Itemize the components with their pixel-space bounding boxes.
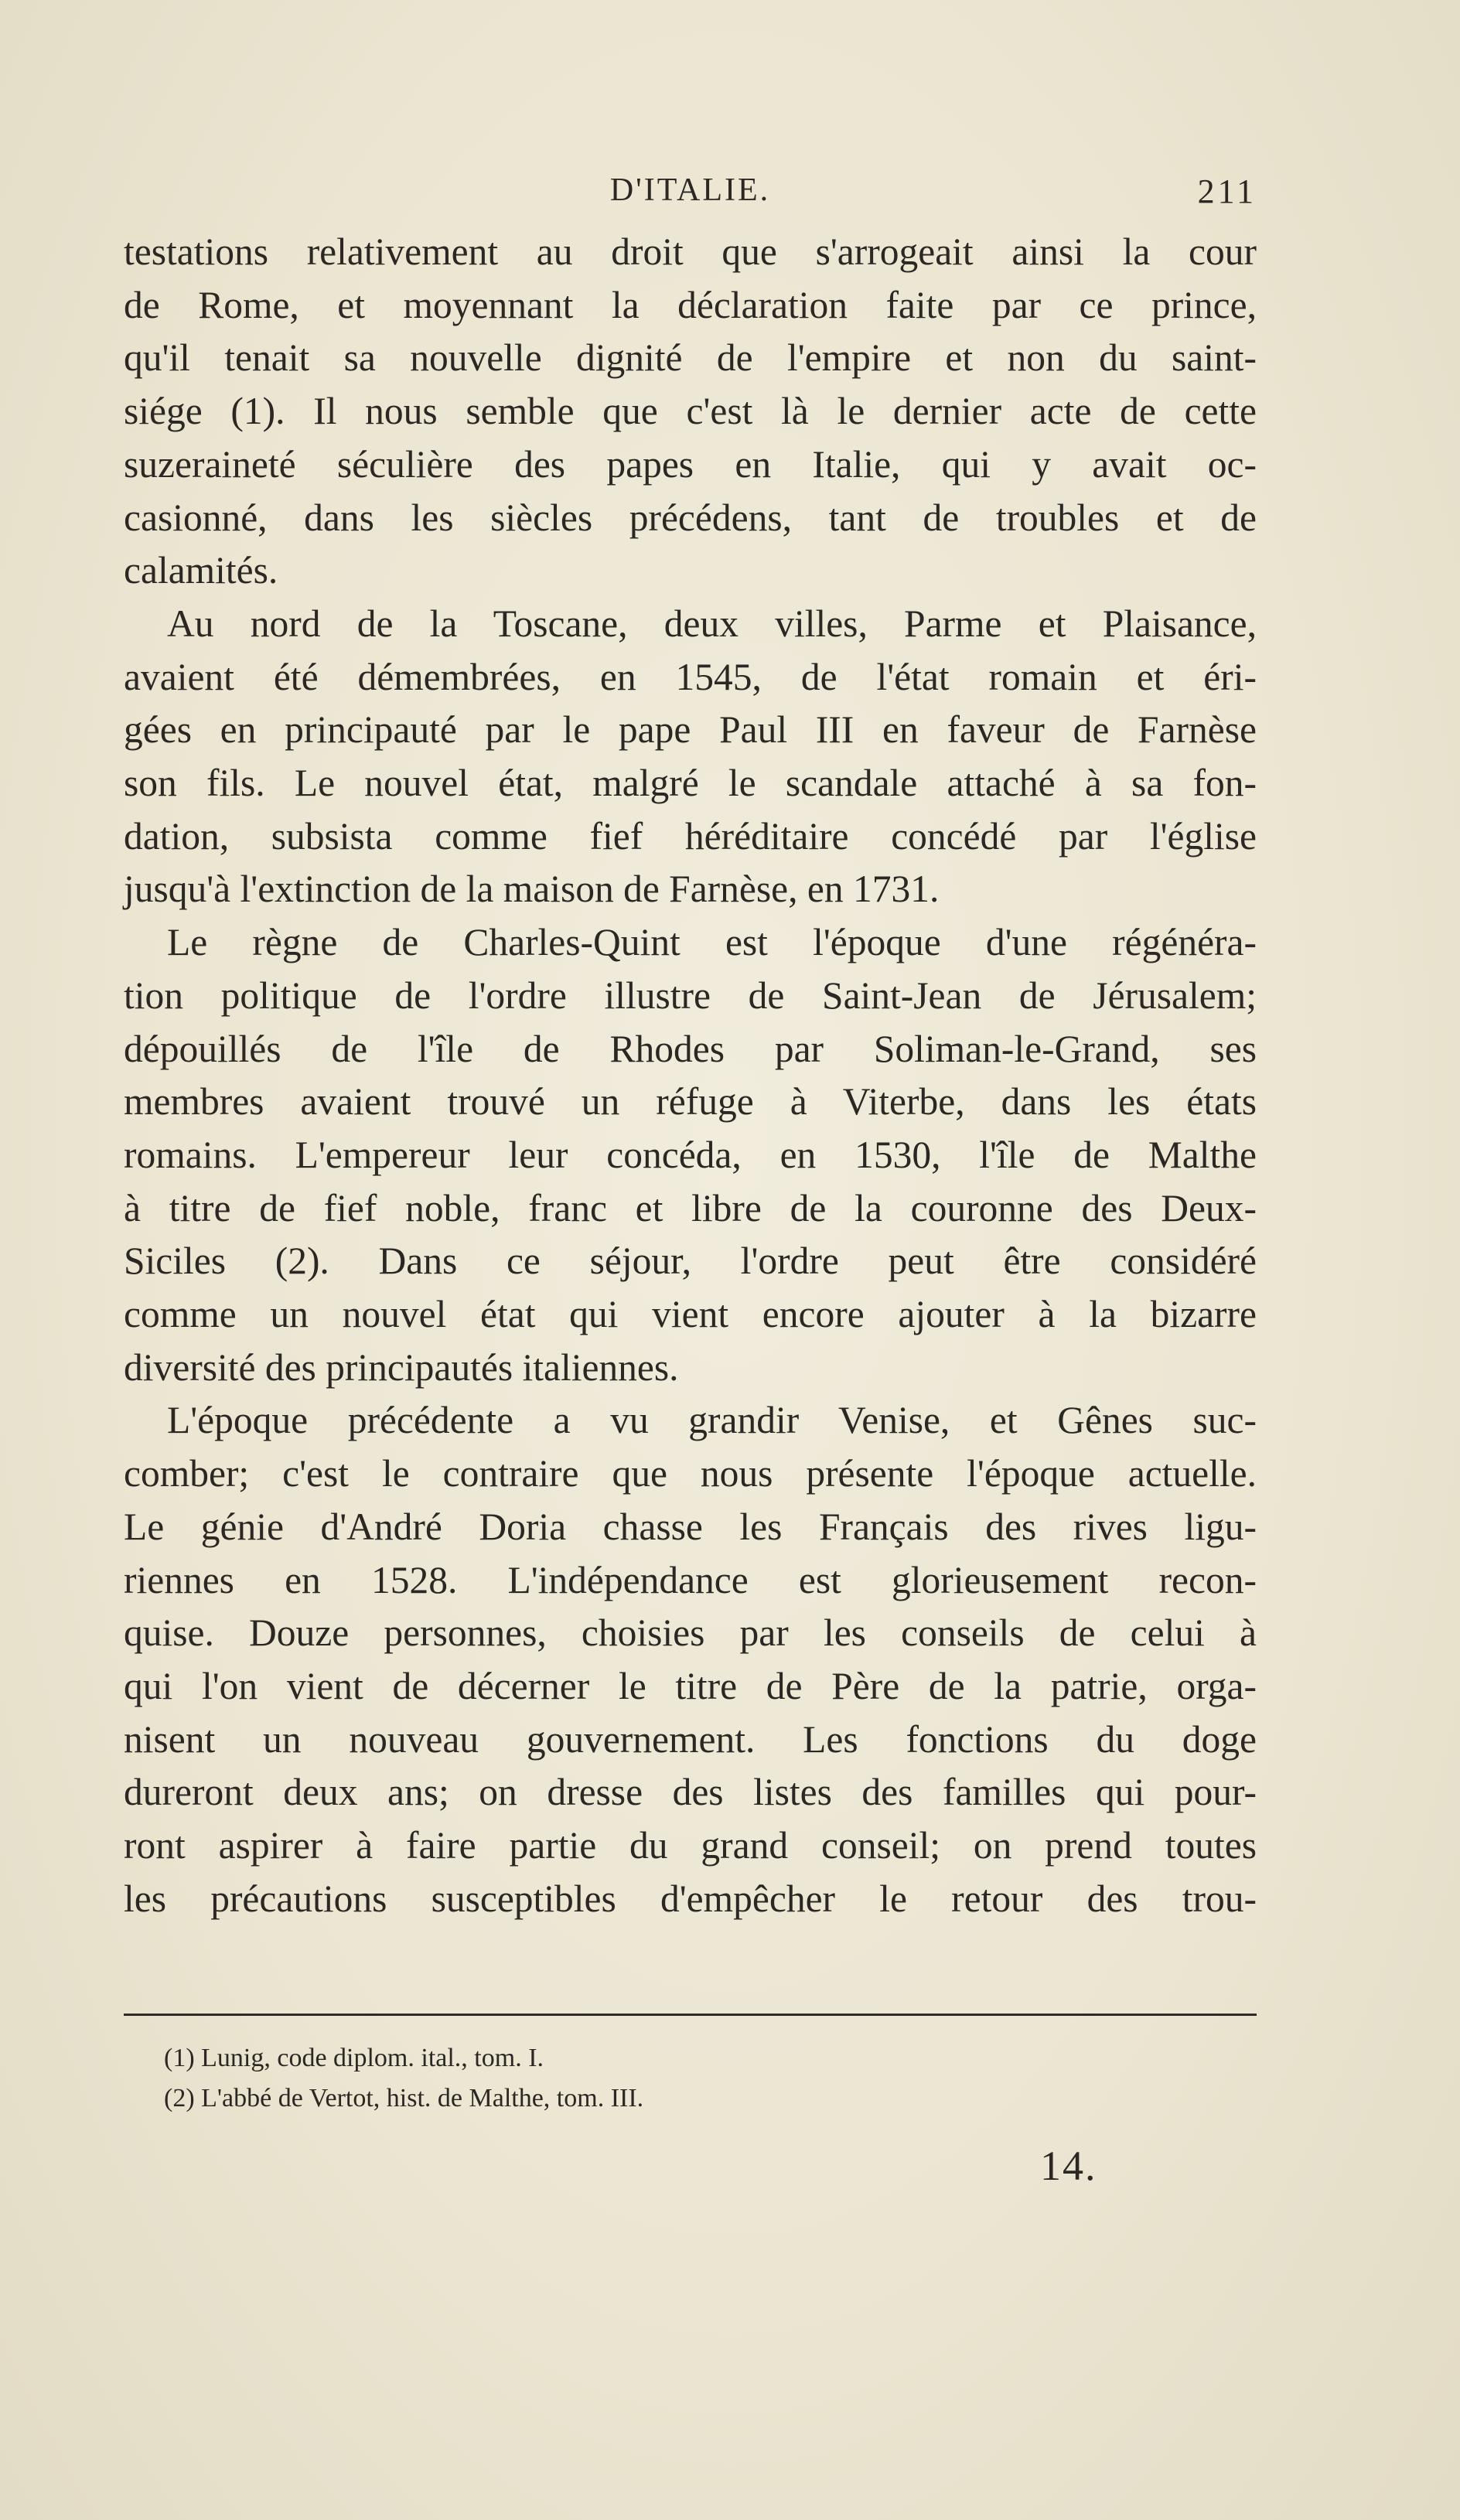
body-text xyxy=(124,226,1257,1926)
text-line: gées en principauté par le pape Paul III en faveur de Farnèse xyxy=(124,708,1257,752)
signature-mark: 14. xyxy=(1040,2143,1097,2189)
text-line: les précautions susceptibles d'empêcher le retour des trou- xyxy=(124,1877,1257,1920)
text-line: dépouillés de l'île de Rhodes par Soliman-le-Grand, ses xyxy=(124,1027,1257,1070)
text-line: Au nord de la Toscane, deux villes, Parme et Plaisance, xyxy=(167,602,1257,645)
text-line: L'époque précédente a vu grandir Venise, et Gênes suc- xyxy=(167,1399,1257,1442)
text-line: quise. Douze personnes, choisies par les conseils de celui à xyxy=(124,1611,1257,1655)
text-line: suzeraineté séculière des papes en Italie, qui y avait oc- xyxy=(124,442,1257,486)
text-line: qui l'on vient de décerner le titre de Père de la patrie, orga- xyxy=(124,1664,1257,1707)
running-head: D'ITALIE. xyxy=(609,172,771,208)
text-line: riennes en 1528. L'indépendance est glorieusement recon- xyxy=(124,1558,1257,1601)
footnote: (1) Lunig, code diplom. ital., tom. I. xyxy=(164,2044,544,2072)
text-line: siége (1). Il nous semble que c'est là le dernier acte de cette xyxy=(124,390,1257,433)
text-line: comber; c'est le contraire que nous présente l'époque actuelle. xyxy=(124,1452,1257,1495)
footnote: (2) L'abbé de Vertot, hist. de Malthe, tom. III. xyxy=(164,2084,644,2113)
text-line: dation, subsista comme fief héréditaire concédé par l'église xyxy=(124,814,1257,858)
text-line: de Rome, et moyennant la déclaration faite par ce prince, xyxy=(124,283,1257,326)
text-line: jusqu'à l'extinction de la maison de Farnèse, en 1731. xyxy=(124,868,940,911)
text-line: avaient été démembrées, en 1545, de l'état romain et éri- xyxy=(124,655,1257,698)
text-line: membres avaient trouvé un réfuge à Viterbe, dans les états xyxy=(124,1080,1257,1124)
text-line: calamités. xyxy=(124,549,278,592)
page-number: 211 xyxy=(1197,172,1257,210)
footnotes xyxy=(164,2038,1169,2119)
text-line: romains. L'empereur leur concéda, en 1530, l'île de Malthe xyxy=(124,1133,1257,1176)
text-line: à titre de fief noble, franc et libre de la couronne des Deux- xyxy=(124,1186,1257,1229)
text-line: qu'il tenait sa nouvelle dignité de l'empire et non du saint- xyxy=(124,336,1257,380)
text-line: nisent un nouveau gouvernement. Les fonctions du doge xyxy=(124,1717,1257,1761)
text-line: Le génie d'André Doria chasse les Français des rives ligu- xyxy=(124,1505,1257,1548)
footnote-rule xyxy=(124,2014,1257,2016)
text-line: ront aspirer à faire partie du grand conseil; on prend toutes xyxy=(124,1824,1257,1867)
text-line: casionné, dans les siècles précédens, tant de troubles et de xyxy=(124,496,1257,539)
text-line: testations relativement au droit que s'arrogeait ainsi la cour xyxy=(124,230,1257,273)
text-line: dureront deux ans; on dresse des listes des familles qui pour- xyxy=(124,1771,1257,1814)
text-line: comme un nouvel état qui vient encore ajouter à la bizarre xyxy=(124,1293,1257,1336)
text-line: son fils. Le nouvel état, malgré le scandale attaché à sa fon- xyxy=(124,762,1257,805)
text-line: diversité des principautés italiennes. xyxy=(124,1345,679,1389)
text-line: Siciles (2). Dans ce séjour, l'ordre peut être considéré xyxy=(124,1240,1257,1283)
page-header xyxy=(124,172,1257,215)
text-line: Le règne de Charles-Quint est l'époque d'une régénéra- xyxy=(167,921,1257,964)
text-line: tion politique de l'ordre illustre de Saint-Jean de Jérusalem; xyxy=(124,974,1257,1017)
